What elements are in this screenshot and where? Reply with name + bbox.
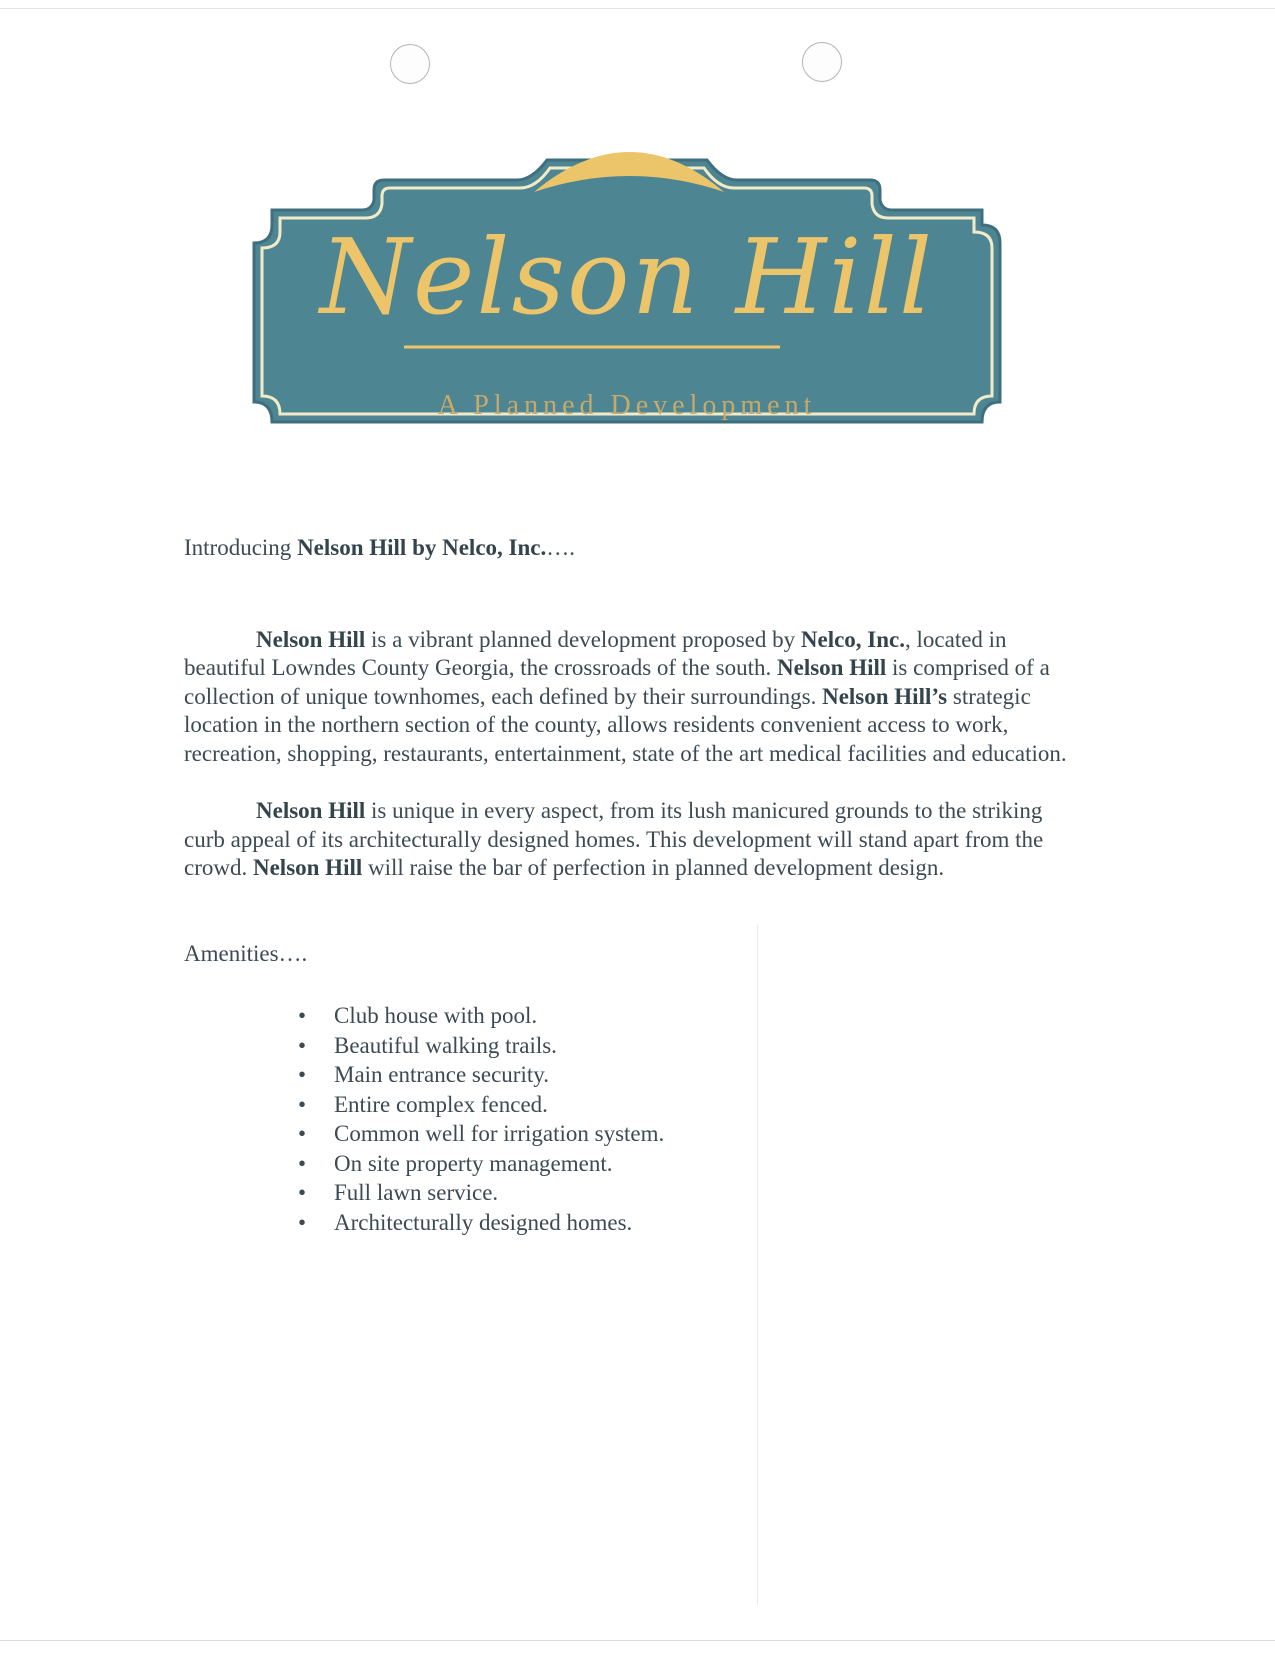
para1-bold-1: Nelson Hill xyxy=(256,626,366,652)
para1-bold-4: Nelson Hill’s xyxy=(822,683,948,709)
scan-fold-line xyxy=(757,925,758,1605)
scan-edge-bottom xyxy=(0,1640,1275,1641)
intro-bold: Nelson Hill by Nelco, Inc. xyxy=(297,535,547,560)
amenities-list xyxy=(184,1001,1084,1237)
amenity-item: • Club house with pool. xyxy=(298,1001,1084,1031)
amenity-item: • Architecturally designed homes. xyxy=(298,1208,1084,1238)
paragraph-description xyxy=(184,626,1084,769)
amenity-item: • Entire complex fenced. xyxy=(298,1090,1084,1120)
punch-hole-left xyxy=(390,44,430,84)
amenity-item: • Common well for irrigation system. xyxy=(298,1119,1084,1149)
logo-subtitle: A Planned Development xyxy=(437,390,817,421)
para2-bold-2: Nelson Hill xyxy=(252,855,363,880)
para2-text-2: will raise the bar of perfection in planned development design. xyxy=(362,855,945,880)
paragraph-uniqueness xyxy=(184,797,1084,883)
para1-text-1: is a vibrant planned development proposed by xyxy=(365,626,801,652)
para1-text-3: is comprised of a collection of unique townhomes, each defined by their surroundings. xyxy=(184,655,1050,709)
logo-title: Nelson Hill xyxy=(319,216,935,338)
para1-bold-3: Nelson Hill xyxy=(777,655,887,680)
para1-text-4: strategic location in the northern section of the county, allows residents convenient access to work, recreation, shopping, restaurants, entertainment, state of the art medical facilities and education. xyxy=(184,683,1067,766)
amenity-item: • Full lawn service. xyxy=(298,1178,1084,1208)
para1-text-2: , located in beautiful Lowndes County Georgia, the crossroads of the south. xyxy=(184,626,1007,680)
punch-hole-right xyxy=(802,42,842,82)
intro-suffix: …. xyxy=(546,535,575,560)
para2-text-1: is unique in every aspect, from its lush manicured grounds to the striking curb appeal of its architecturally designed homes. This development will stand apart from the crowd. xyxy=(184,798,1044,880)
amenity-item: • Beautiful walking trails. xyxy=(298,1031,1084,1061)
amenities-heading: Amenities…. xyxy=(184,940,308,966)
para1-bold-2: Nelco, Inc. xyxy=(800,626,906,652)
para2-bold-1: Nelson Hill xyxy=(256,798,366,823)
document-body xyxy=(184,534,1084,1237)
amenity-item: • Main entrance security. xyxy=(298,1060,1084,1090)
amenity-item: • On site property management. xyxy=(298,1149,1084,1179)
nelson-hill-logo xyxy=(232,150,1022,450)
intro-line xyxy=(184,534,1084,563)
intro-prefix: Introducing xyxy=(184,535,298,560)
scan-edge-top xyxy=(0,8,1275,9)
